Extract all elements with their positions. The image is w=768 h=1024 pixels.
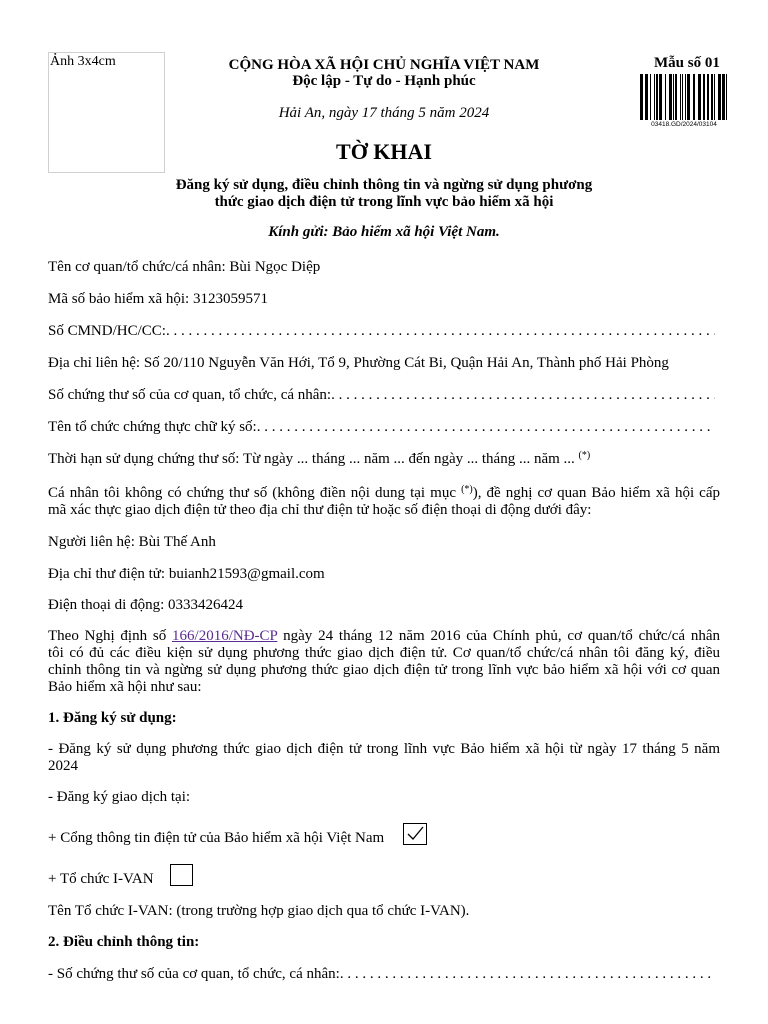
legal-basis-line-3: chỉnh thông tin và ngừng sử dụng phương thức giao dịch điện tử trong lĩnh vực bảo hiểm xã hội với cơ quan xyxy=(48,662,720,678)
barcode-bar xyxy=(682,74,683,120)
photo-placeholder-label: Ảnh 3x4cm xyxy=(50,54,116,69)
field-label: Số CMND/HC/CC: xyxy=(48,323,166,339)
barcode-bar xyxy=(722,74,725,120)
dotted-fill-line xyxy=(340,966,715,983)
barcode xyxy=(640,74,727,120)
barcode-number: 03418.GD/2024/03104 xyxy=(651,121,717,128)
decree-link[interactable]: 166/2016/NĐ-CP xyxy=(172,628,278,644)
field-value: Bùi Ngọc Diệp xyxy=(229,259,321,275)
field-label: Điện thoại di động: xyxy=(48,597,165,613)
field-label: Địa chỉ thư điện tử: xyxy=(48,566,166,582)
barcode-bar xyxy=(650,74,651,120)
legal-basis-line-2: tôi có đủ các điều kiện sử dụng phương thức giao dịch điện tử. Cơ quan/tổ chức/cá nhân tôi đăng ký, điều xyxy=(48,645,720,661)
form-subtitle-line-1: Đăng ký sử dụng, điều chỉnh thông tin và ngừng sử dụng phương xyxy=(175,177,593,193)
form-subtitle-line-2: thức giao dịch điện tử trong lĩnh vực bảo hiểm xã hội xyxy=(214,194,554,210)
field-address xyxy=(48,355,669,372)
field-label: Tên tổ chức chứng thực chữ ký số: xyxy=(48,419,257,435)
no-certificate-note-line-2: mã xác thực giao dịch điện tử theo địa chỉ thư điện tử hoặc số điện thoại di động dưới đây: xyxy=(48,502,592,518)
footnote-mark: (*) xyxy=(578,450,591,461)
field-label: Mã số bảo hiểm xã hội: xyxy=(48,291,190,307)
form-title: TỜ KHAI xyxy=(336,139,432,164)
channel-option-ivan-checkbox[interactable] xyxy=(170,864,193,886)
field-mobile-phone xyxy=(48,597,243,614)
field-label: Thời hạn sử dụng chứng thư số: Từ ngày ... tháng ... năm ... đến ngày ... tháng ... năm ... xyxy=(48,451,575,467)
registration-start-line-1: - Đăng ký sử dụng phương thức giao dịch điện tử trong lĩnh vực Bảo hiểm xã hội từ ngày 17 tháng 5 năm xyxy=(48,741,720,757)
field-contact-person xyxy=(48,534,216,551)
section-2-heading: 2. Điều chỉnh thông tin: xyxy=(48,934,200,950)
field-social-insurance-number xyxy=(48,291,268,308)
channel-option-ivan-label: + Tổ chức I-VAN xyxy=(48,871,154,887)
barcode-bar xyxy=(659,74,662,120)
barcode-bar xyxy=(640,74,643,120)
dotted-fill-line xyxy=(331,387,715,404)
field-label: Địa chỉ liên hệ: xyxy=(48,355,141,371)
field-certificate-number xyxy=(48,387,715,404)
national-title: CỘNG HÒA XÃ HỘI CHỦ NGHĨA VIỆT NAM xyxy=(228,57,540,73)
national-motto: Độc lập - Tự do - Hạnh phúc xyxy=(292,73,476,89)
field-id-number xyxy=(48,323,715,340)
barcode-bar xyxy=(718,74,721,120)
field-certificate-authority xyxy=(48,419,715,436)
addressee: Kính gửi: Bảo hiểm xã hội Việt Nam. xyxy=(268,224,500,240)
paragraph-text: ngày 24 tháng 12 năm 2016 của Chính phủ, cơ quan/tổ chức/cá nhân xyxy=(277,628,721,644)
paragraph-text: Theo Nghị định số xyxy=(48,628,173,644)
barcode-bar xyxy=(714,74,715,120)
barcode-bar xyxy=(669,74,672,120)
field-adjust-certificate-number xyxy=(48,966,715,983)
footnote-mark: (*) xyxy=(461,484,473,495)
barcode-bar xyxy=(703,74,705,120)
field-value: Số 20/110 Nguyễn Văn Hới, Tổ 9, Phường Cát Bi, Quận Hải An, Thành phố Hải Phòng xyxy=(143,355,669,371)
note-text: Cá nhân tôi không có chứng thư số (không điền nội dung tại mục xyxy=(48,485,462,501)
barcode-bar xyxy=(675,74,677,120)
barcode-bar xyxy=(645,74,648,120)
barcode-bar xyxy=(711,74,713,120)
field-value: 3123059571 xyxy=(192,291,268,307)
section-1-heading: 1. Đăng ký sử dụng: xyxy=(48,710,177,726)
barcode-bar xyxy=(665,74,666,120)
channel-option-portal-checkbox[interactable] xyxy=(403,823,427,845)
channel-option-portal-label: + Cổng thông tin điện tử của Bảo hiểm xã hội Việt Nam xyxy=(48,830,385,846)
barcode-bar xyxy=(693,74,695,120)
field-label: - Số chứng thư số của cơ quan, tổ chức, cá nhân: xyxy=(48,966,340,982)
legal-basis-line-1 xyxy=(48,628,720,645)
ivan-name-note: Tên Tổ chức I-VAN: (trong trường hợp giao dịch qua tổ chức I-VAN). xyxy=(48,903,470,919)
barcode-bar xyxy=(680,74,681,120)
legal-basis-line-4: Bảo hiểm xã hội như sau: xyxy=(48,679,202,695)
field-value: buianh21593@gmail.com xyxy=(168,566,325,582)
field-value: 0333426424 xyxy=(168,597,243,613)
field-label: Người liên hệ: xyxy=(48,534,135,550)
field-applicant-name xyxy=(48,259,320,276)
field-value: Bùi Thế Anh xyxy=(138,534,216,550)
form-number: Mẫu số 01 xyxy=(654,55,720,71)
barcode-bar xyxy=(707,74,709,120)
barcode-bar xyxy=(656,74,658,120)
barcode-bar xyxy=(726,74,727,120)
checkmark-icon xyxy=(404,824,426,844)
dotted-fill-line xyxy=(257,419,715,436)
barcode-bar xyxy=(654,74,655,120)
barcode-bar xyxy=(673,74,674,120)
barcode-bar xyxy=(698,74,701,120)
registration-start-line-2: 2024 xyxy=(48,758,78,774)
barcode-bar xyxy=(685,74,686,120)
channel-label: - Đăng ký giao dịch tại: xyxy=(48,789,191,805)
field-label: Tên cơ quan/tổ chức/cá nhân: xyxy=(48,259,226,275)
note-text: ), đề nghị cơ quan Bảo hiểm xã hội cấp xyxy=(472,485,720,501)
field-email xyxy=(48,566,325,583)
barcode-bar xyxy=(687,74,690,120)
field-certificate-validity xyxy=(48,451,590,468)
dotted-fill-line xyxy=(166,323,715,340)
place-date: Hải An, ngày 17 tháng 5 năm 2024 xyxy=(278,105,490,121)
no-certificate-note-line-1 xyxy=(48,485,720,502)
field-label: Số chứng thư số của cơ quan, tổ chức, cá nhân: xyxy=(48,387,332,403)
